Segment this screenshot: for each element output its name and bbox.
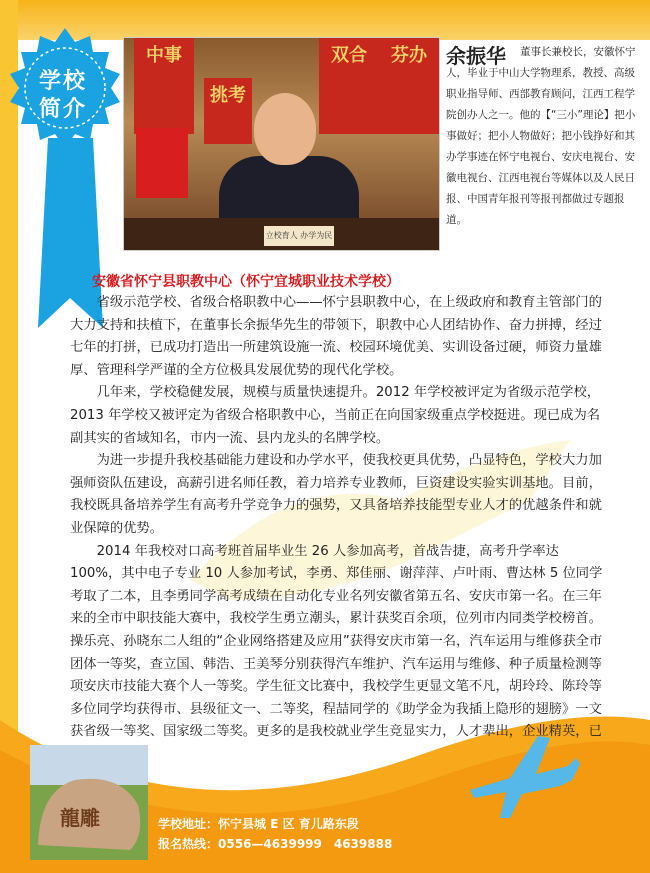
- photo-banner: 双合: [319, 38, 379, 134]
- flag: [136, 128, 188, 198]
- airplane-icon: [460, 728, 580, 823]
- photo-banner: 挑考: [204, 78, 252, 144]
- intro-paragraph: 为进一步提升我校基础能力建设和办学水平，使我校更具优势，凸显特色，学校大力加强师资队伍建设，高薪引进名师任教，着力培养专业教师，巨资建设实验实训基地。目前，我校既具备培养学生有高考升学竞争力的强势，又具备培养技能型专业人才的优越条件和就业保障的优势。: [70, 453, 602, 536]
- bio-paragraph: 董事长兼校长，安徽怀宁人，毕业于中山大学物理系，教授、高级职业指导师、西部教育顾问，江西工程学院创办人之一。他的【“三小”理论】把小事做好；把小人物做好；把小钱挣好和其办学事迹在怀宁电视台、安庆电视台、安徽电视台、江西电视台等媒体以及人民日报、中国青年报刊等报刊都做过专题报道。: [446, 46, 636, 226]
- director-photo: [123, 37, 440, 251]
- photo-banner: 芬办: [379, 38, 439, 134]
- phone-value: 0556—4639999 4639888: [218, 837, 393, 851]
- school-heading: 安徽省怀宁县职教中心（怀宁宜城职业技术学校）: [92, 274, 400, 290]
- phone-line: [158, 834, 392, 854]
- address-line: [158, 814, 392, 834]
- bio-text: [446, 42, 638, 231]
- school-intro: [70, 292, 612, 766]
- intro-paragraph: 几年来，学校稳健发展，规模与质量快速提升。2012 年学校被评定为省级示范学校，2013 年学校又被评定为省级合格职教中心，当前正在向国家级重点学校挺进。现已成为名副其实的省域知名，市内一流、县内龙头的名牌学校。: [70, 385, 601, 446]
- rock-text: 龍雕: [60, 806, 100, 830]
- ribbon-title: 学校简介: [38, 69, 87, 122]
- photo-banner: 中事: [134, 38, 194, 134]
- address-value: 怀宁县城 E 区 育儿路东段: [218, 817, 359, 831]
- bio-name: 余振华: [446, 44, 506, 68]
- address-label: 学校地址：: [158, 817, 219, 831]
- intro-paragraph: 2014 年我校对口高考班首届毕业生 26 人参加高考，首战告捷，高考升学率达 100%，其中电子专业 10 人参加考试，李勇、郑佳丽、谢萍萍、卢叶雨、曹达林 5 位同学考取了二本，且李勇同学高考成绩在自动化专业名列安徽省第五名、安庆市第一名。在三年来的全市中职技能大赛中，我校学生勇立潮头，累计获奖百余项，位列市内同类学校榜首。操乐亮、孙晓东二人组的“企业网络搭建及应用”获得安庆市第一名，汽车运用与维修获全市团体一等奖，查立国、韩浩、王美琴分别获得汽车维护、汽车运用与维修、种子质量检测等项安庆市技能大赛个人一等奖。学生征文比赛中，我校学生更显文笔不凡，胡玲玲、陈玲等多位同学均获得市、县级征文一、二等奖，程喆同学的《助学金为我插上隐形的翅膀》一文获省级一等奖、国家级二等奖。更多的是我校就业学生竞显实力，人才辈出，企业精英，已: [70, 543, 603, 740]
- person-head: [254, 93, 316, 165]
- phone-label: 报名热线：: [158, 837, 219, 851]
- dragon-rock-image: [30, 745, 148, 860]
- contact-info: [158, 814, 392, 854]
- intro-paragraph: 省级示范学校、省级合格职教中心——怀宁县职教中心，在上级政府和教育主管部门的大力支持和扶植下，在董事长余振华先生的带领下，职教中心人团结协作、奋力拼搏，经过七年的打拼，已成功打造出一所建筑设施一流、校园环境优美、实训设备过硬，师资力量雄厚、管理科学严谨的全方位极具发展优势的现代化学校。: [70, 295, 602, 378]
- nameplate: 立校育人 办学为民: [264, 226, 334, 246]
